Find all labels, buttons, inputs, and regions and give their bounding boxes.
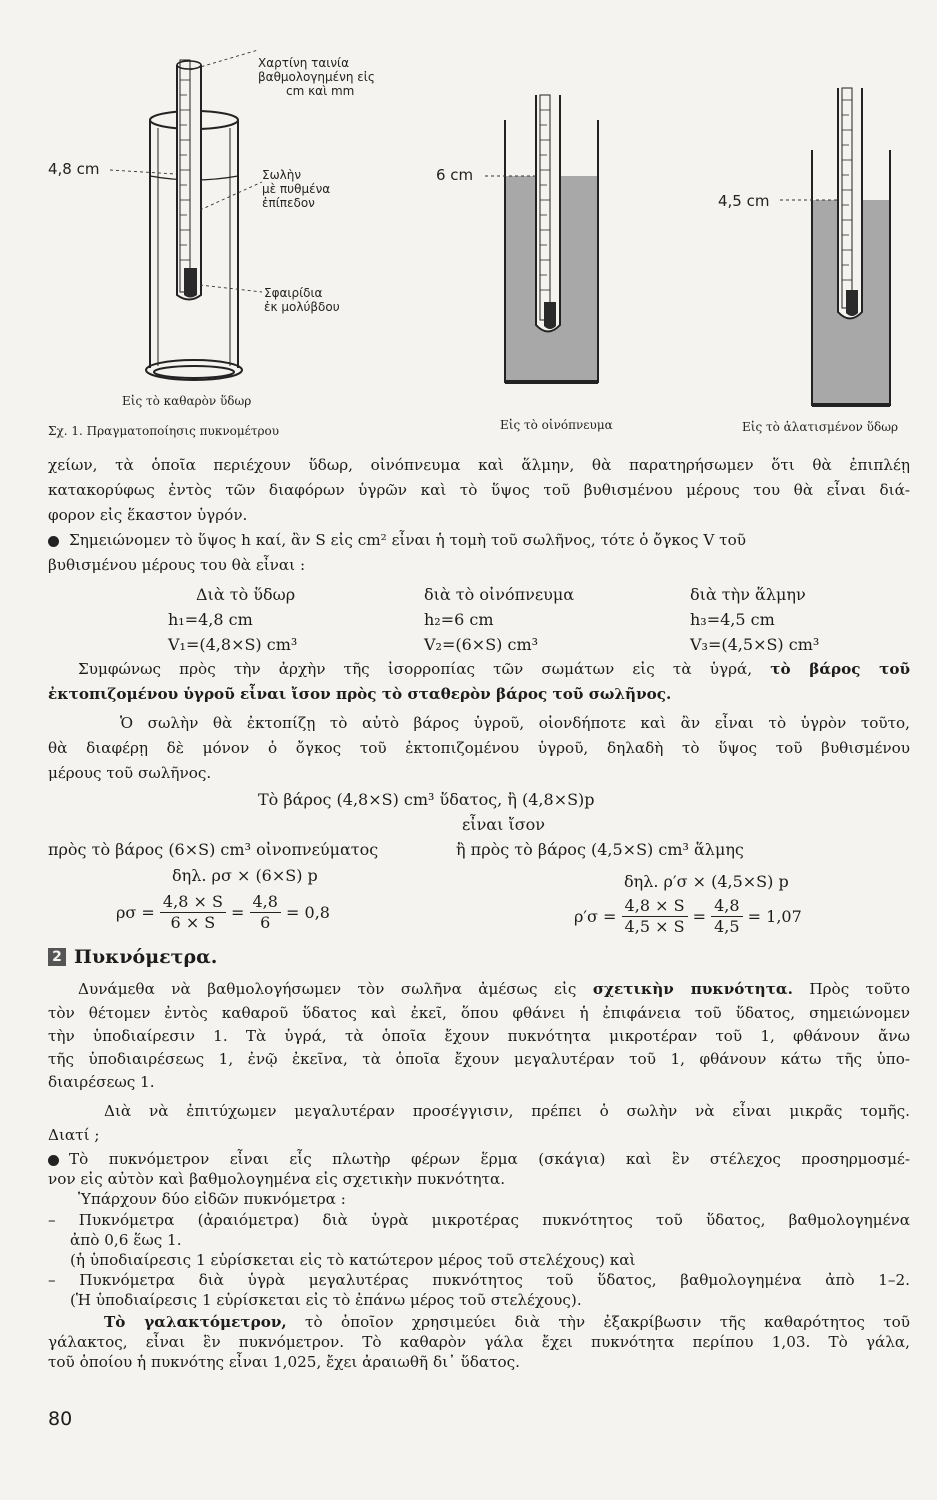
figure-caption: Σχ. 1. Πραγματοποίησις πυκνομέτρου bbox=[48, 424, 280, 438]
equation-line: δηλ. ρσ × (6×S) p bbox=[172, 866, 318, 885]
column-brine: διὰ τὴν ἅλμην h₃=4,5 cm V₃=(4,5×S) cm³ bbox=[690, 585, 820, 654]
cylinder-salt-water bbox=[780, 88, 890, 405]
paragraph-line: τῆς ὑποδιαιρέσεως 1, ἐνῷ ἐκεῖνα, τὰ ὁποῖα ἔχουν μεγαλυτέραν τοῦ 1, φθάνουν κάτω τῆς ὑπο- bbox=[48, 1050, 910, 1068]
paragraph-line: τὸν θέτομεν ἐντὸς καθαροῦ ὕδατος καὶ ἐκεῖ, ὅπου φθάνει ἡ ἐπιφάνεια τοῦ ὕδατος, σημειώνομεν bbox=[48, 1004, 910, 1022]
paragraph-line: Τὸ γαλακτόμετρον, τὸ ὁποῖον χρησιμεύει διὰ τὴν ἐξακρίβωσιν τῆς καθαρότητος τοῦ bbox=[104, 1313, 910, 1331]
paragraph-line: (Ἡ ὑποδιαίρεσις 1 εὑρίσκεται εἰς τὸ ἐπάνω μέρος τοῦ στελέχους). bbox=[70, 1291, 582, 1309]
paragraph-line: (ἡ ὑποδιαίρεσις 1 εὑρίσκεται εἰς τὸ κατώτερον μέρος τοῦ στελέχους) καὶ bbox=[70, 1251, 636, 1269]
paragraph-line: χείων, τὰ ὁποῖα περιέχουν ὕδωρ, οἰνόπνευμα καὶ ἅλμην, θὰ παρατηρήσωμεν ὅτι θὰ ἐπιπλέῃ bbox=[48, 456, 910, 474]
paragraph-line: ἀπὸ 0,6 ἕως 1. bbox=[70, 1231, 182, 1249]
caption-water: Εἰς τὸ καθαρὸν ὕδωρ bbox=[122, 394, 252, 408]
paragraph-line: τοῦ ὁποίου ἡ πυκνότης εἶναι 1,025, ἔχει ἀραιωθῆ δι᾽ ὕδατος. bbox=[48, 1353, 520, 1371]
label-paper-tape: Χαρτίνη ταινία βαθμολογημένη εἰς cm καὶ mm bbox=[258, 56, 375, 98]
paragraph-line: κατακορύφως ἐντὸς τῶν διαφόρων ὑγρῶν καὶ τὸ ὕψος τοῦ βυθισμένου μέρους του θὰ εἶναι διά- bbox=[48, 481, 910, 499]
paragraph-line: Τὸ πυκνόμετρον εἶναι εἷς πλωτὴρ φέρων ἕρμα (σκάγια) καὶ ἓν στέλεχος προσηρμοσμέ- bbox=[48, 1150, 910, 1168]
paragraph-line: μέρους τοῦ σωλῆνος. bbox=[48, 764, 212, 782]
equation-line: Τὸ βάρος (4,8×S) cm³ ὕδατος, ἢ (4,8×S)p bbox=[258, 790, 595, 809]
depth-water: 4,8 cm bbox=[48, 160, 100, 178]
hydrometer-figure bbox=[0, 0, 937, 440]
depth-alcohol: 6 cm bbox=[436, 166, 474, 184]
paragraph-line: Διὰ νὰ ἐπιτύχωμεν μεγαλυτέραν προσέγγισιν, πρέπει ὁ σωλὴν νὰ εἶναι μικρᾶς τομῆς. bbox=[104, 1102, 910, 1120]
paragraph-line: – Πυκνόμετρα (ἀραιόμετρα) διὰ ὑγρὰ μικροτέρας πυκνότητος τοῦ ὕδατος, βαθμολογημένα bbox=[48, 1211, 910, 1229]
label-lead-shot: Σφαιρίδια ἐκ μολύβδου bbox=[264, 286, 340, 314]
cylinder-alcohol bbox=[485, 95, 598, 382]
fraction: $\frac{4,8 \times S}{4,5 \times S}$ bbox=[622, 896, 688, 937]
caption-salt-water: Εἰς τὸ ἁλατισμένον ὕδωρ bbox=[742, 420, 899, 434]
section-heading: 2 Πυκνόμετρα. bbox=[48, 946, 217, 968]
column-alcohol: διὰ τὸ οἰνόπνευμα h₂=6 cm V₂=(6×S) cm³ bbox=[424, 585, 575, 654]
equation-line: δηλ. ρ′σ × (4,5×S) p bbox=[624, 872, 789, 891]
paragraph-line: θὰ διαφέρῃ δὲ μόνον ὁ ὄγκος τοῦ ἐκτοπιζομένου ὑγροῦ, δηλαδὴ τὸ ὕψος τοῦ βυθισμένου bbox=[48, 739, 910, 757]
label-flat-tube: Σωλὴν μὲ πυθμένα ἐπίπεδον bbox=[262, 168, 331, 210]
paragraph-line-bold: ἐκτοπιζομένου ὑγροῦ εἶναι ἴσον πρὸς τὸ σταθερὸν βάρος τοῦ σωλῆνος. bbox=[48, 685, 672, 703]
paragraph-line: γάλακτος, εἶναι ἓν πυκνόμετρον. Τὸ καθαρὸν γάλα ἔχει πυκνότητα περίπου 1,03. Τὸ γάλα, bbox=[48, 1333, 910, 1351]
depth-salt-water: 4,5 cm bbox=[718, 192, 770, 210]
column-water: Διὰ τὸ ὕδωρ h₁=4,8 cm V₁=(4,8×S) cm³ bbox=[168, 585, 298, 654]
fraction: $\frac{4,8}{6}$ bbox=[250, 892, 281, 933]
paragraph-line: Σημειώνομεν τὸ ὕψος h καί, ἂν S εἰς cm² εἶναι ἡ τομὴ τοῦ σωλῆνος, τότε ὁ ὄγκος V τοῦ bbox=[48, 531, 910, 549]
paragraph-line: τὴν ὑποδιαίρεσιν 1. Τὰ ὑγρά, τὰ ὁποῖα ἔχουν πυκνότητα μικροτέραν τοῦ 1, φθάνουν ἄνω bbox=[48, 1027, 910, 1045]
paragraph-line: Ὁ σωλὴν θὰ ἐκτοπίζῃ τὸ αὐτὸ βάρος ὑγροῦ, οἱονδήποτε καὶ ἂν εἶναι τὸ ὑγρὸν τοῦτο, bbox=[120, 714, 910, 732]
equation-line: εἶναι ἴσον bbox=[462, 815, 546, 834]
caption-alcohol: Εἰς τὸ οἰνόπνευμα bbox=[500, 418, 613, 432]
paragraph-line: Συμφώνως πρὸς τὴν ἀρχὴν τῆς ἰσορροπίας τῶν σωμάτων εἰς τὰ ὑγρά, τὸ βάρος τοῦ bbox=[78, 660, 911, 678]
density-formula-alcohol: ρσ = $\frac{4,8 \times S}{6 \times S}$ = $\frac{4,8}{6}$ = 0,8 bbox=[116, 892, 330, 932]
paragraph-line: – Πυκνόμετρα διὰ ὑγρὰ μεγαλυτέρας πυκνότητος τοῦ ὕδατος, βαθμολογημένα ἀπὸ 1–2. bbox=[48, 1271, 910, 1289]
fraction: $\frac{4,8 \times S}{6 \times S}$ bbox=[160, 892, 226, 933]
page-number: 80 bbox=[48, 1408, 73, 1430]
paragraph-line: φορον εἰς ἕκαστον ὑγρόν. bbox=[48, 506, 248, 524]
paragraph-line: Διατί ; bbox=[48, 1126, 100, 1144]
tube-in-water bbox=[177, 60, 201, 300]
section-number: 2 bbox=[48, 948, 66, 966]
equation-line: πρὸς τὸ βάρος (6×S) cm³ οἰνοπνεύματος bbox=[48, 840, 379, 859]
paragraph-line: Ὑπάρχουν δύο εἰδῶν πυκνόμετρα : bbox=[78, 1190, 346, 1208]
equation-line: ἢ πρὸς τὸ βάρος (4,5×S) cm³ ἅλμης bbox=[456, 840, 744, 859]
paragraph-line: νον εἰς αὐτὸν καὶ βαθμολογημένα εἰς σχετικὴν πυκνότητα. bbox=[48, 1170, 506, 1188]
paragraph-line: Δυνάμεθα νὰ βαθμολογήσωμεν τὸν σωλῆνα ἀμέσως εἰς σχετικὴν πυκνότητα. Πρὸς τοῦτο bbox=[78, 980, 910, 998]
bullet-icon bbox=[48, 1155, 59, 1166]
density-formula-brine: ρ′σ = $\frac{4,8 \times S}{4,5 \times S}$ = $\frac{4,8}{4,5}$ = 1,07 bbox=[574, 896, 802, 936]
bullet-icon bbox=[48, 536, 59, 547]
fraction: $\frac{4,8}{4,5}$ bbox=[711, 896, 742, 937]
paragraph-line: διαιρέσεως 1. bbox=[48, 1073, 155, 1091]
paragraph-line: βυθισμένου μέρους του θὰ εἶναι : bbox=[48, 556, 306, 574]
